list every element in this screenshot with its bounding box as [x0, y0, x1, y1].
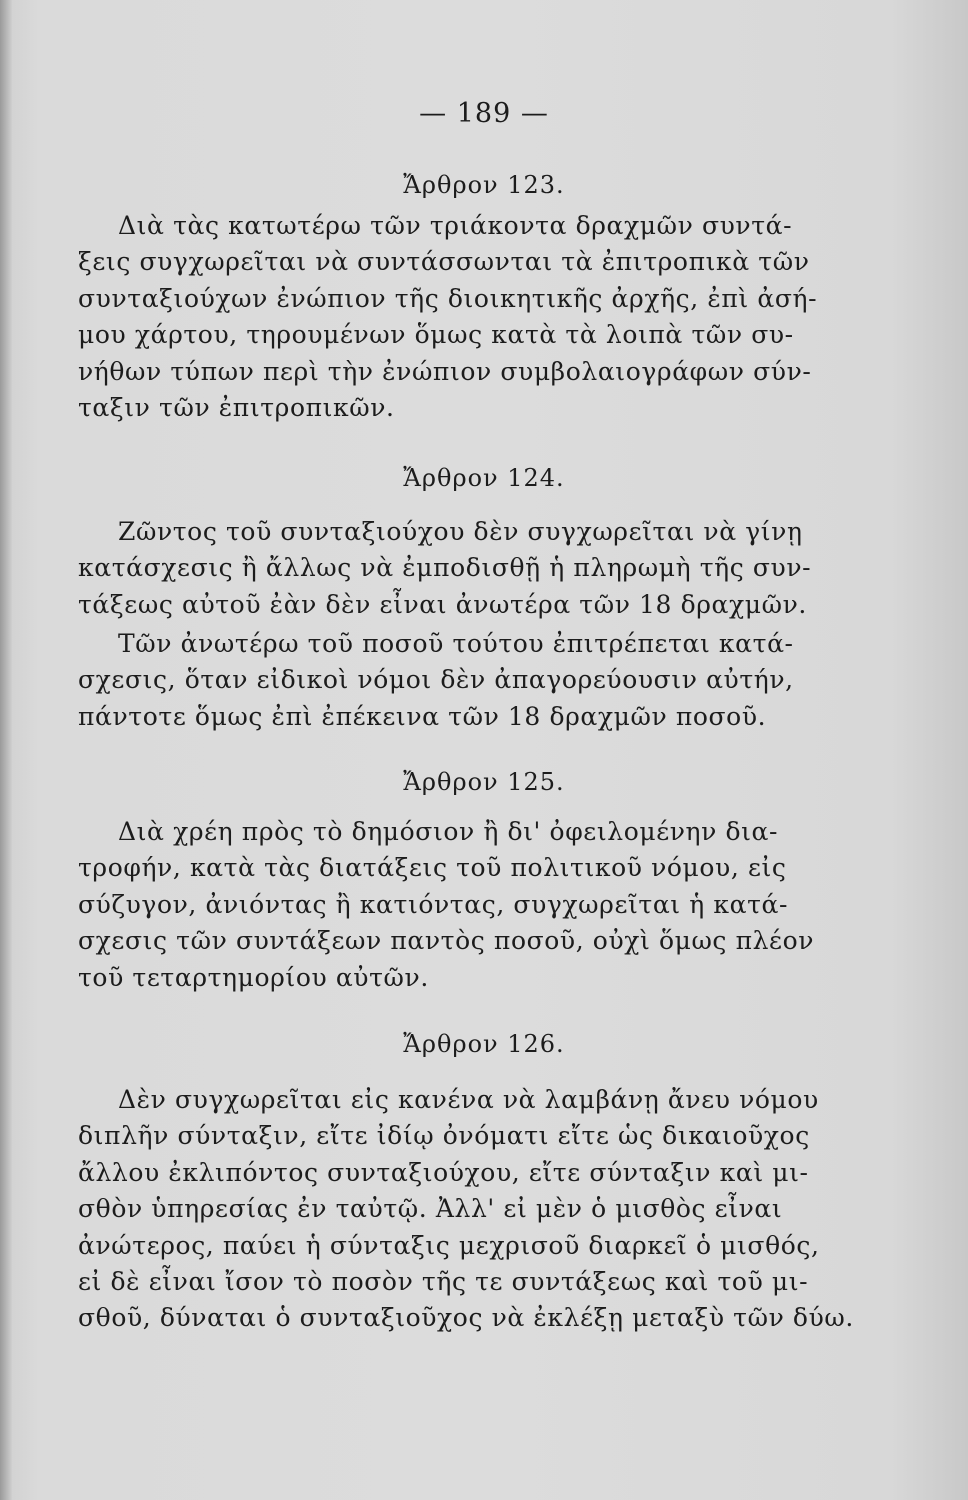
text-line: Διὰ τὰς κατωτέρω τῶν τριάκοντα δραχμῶν συντά-: [118, 211, 793, 240]
text-line: ἀνώτερος, παύει ἡ σύνταξις μεχρισοῦ διαρκεῖ ὁ μισθός,: [78, 1230, 820, 1260]
text-line: σθοῦ, δύναται ὁ συνταξιοῦχος νὰ ἐκλέξῃ μεταξὺ τῶν δύω.: [78, 1303, 854, 1333]
text-line: σχεσις τῶν συντάξεων παντὸς ποσοῦ, οὐχὶ ὅμως πλέον: [78, 926, 815, 956]
text-line: νήθων τύπων περὶ τὴν ἐνώπιον συμβολαιογράφων σύν-: [78, 356, 812, 386]
text-line: Δὲν συγχωρεῖται εἰς κανένα νὰ λαμβάνῃ ἄνευ νόμου: [118, 1085, 819, 1114]
text-line: σχεσις, ὅταν εἰδικοὶ νόμοι δὲν ἀπαγορεύουσιν αὐτήν,: [78, 665, 794, 695]
text-line: τάξεως αὐτοῦ ἐὰν δὲν εἶναι ἀνωτέρα τῶν 18 δραχμῶν.: [78, 589, 807, 619]
article-124-paragraph-2: [78, 626, 794, 735]
article-123-paragraph-1: [78, 208, 818, 426]
article-heading-124: Ἄρθρον 124.: [403, 464, 565, 492]
text-line: τοῦ τεταρτημορίου αὐτῶν.: [78, 962, 429, 992]
text-line: μου χάρτου, τηρουμένων ὅμως κατὰ τὰ λοιπὰ τῶν συ-: [78, 320, 794, 350]
article-125-paragraph-1: [78, 814, 815, 996]
text-line: Ζῶντος τοῦ συνταξιούχου δὲν συγχωρεῖται νὰ γίνῃ: [118, 517, 803, 546]
text-line: ξεις συγχωρεῖται νὰ συντάσσωνται τὰ ἐπιτροπικὰ τῶν: [78, 247, 810, 277]
page-number: — 189 —: [419, 98, 549, 129]
text-line: κατάσχεσις ἢ ἄλλως νὰ ἐμποδισθῇ ἡ πληρωμὴ τῆς συν-: [78, 553, 812, 583]
text-line: Τῶν ἀνωτέρω τοῦ ποσοῦ τούτου ἐπιτρέπεται κατά-: [118, 629, 794, 658]
text-line: διπλῆν σύνταξιν, εἴτε ἰδίῳ ὀνόματι εἴτε ὡς δικαιοῦχος: [78, 1121, 810, 1151]
article-126-paragraph-1: [78, 1082, 854, 1337]
text-line: ἄλλου ἐκλιπόντος συνταξιούχου, εἴτε σύνταξιν καὶ μι-: [78, 1157, 809, 1187]
text-line: ταξιν τῶν ἐπιτροπικῶν.: [78, 393, 395, 423]
text-line: σύζυγον, ἀνιόντας ἢ κατιόντας, συγχωρεῖται ἡ κατά-: [78, 889, 789, 919]
text-line: σθὸν ὑπηρεσίας ἐν ταὐτῷ. Ἀλλ' εἰ μὲν ὁ μισθὸς εἶναι: [78, 1194, 783, 1224]
text-line: συνταξιούχων ἐνώπιον τῆς διοικητικῆς ἀρχῆς, ἐπὶ ἀσή-: [78, 283, 818, 313]
text-line: Διὰ χρέη πρὸς τὸ δημόσιον ἢ δι' ὀφειλομένην δια-: [118, 817, 779, 846]
article-heading-125: Ἄρθρον 125.: [403, 768, 565, 796]
article-heading-123: Ἄρθρον 123.: [403, 171, 565, 199]
article-124-paragraph-1: [78, 514, 812, 623]
page-binding-edge: [0, 0, 12, 1500]
text-line: τροφήν, κατὰ τὰς διατάξεις τοῦ πολιτικοῦ νόμου, εἰς: [78, 853, 787, 883]
text-line: εἰ δὲ εἶναι ἴσον τὸ ποσὸν τῆς τε συντάξεως καὶ τοῦ μι-: [78, 1267, 809, 1297]
article-heading-126: Ἄρθρον 126.: [403, 1030, 565, 1058]
text-line: πάντοτε ὅμως ἐπὶ ἐπέκεινα τῶν 18 δραχμῶν ποσοῦ.: [78, 701, 767, 731]
